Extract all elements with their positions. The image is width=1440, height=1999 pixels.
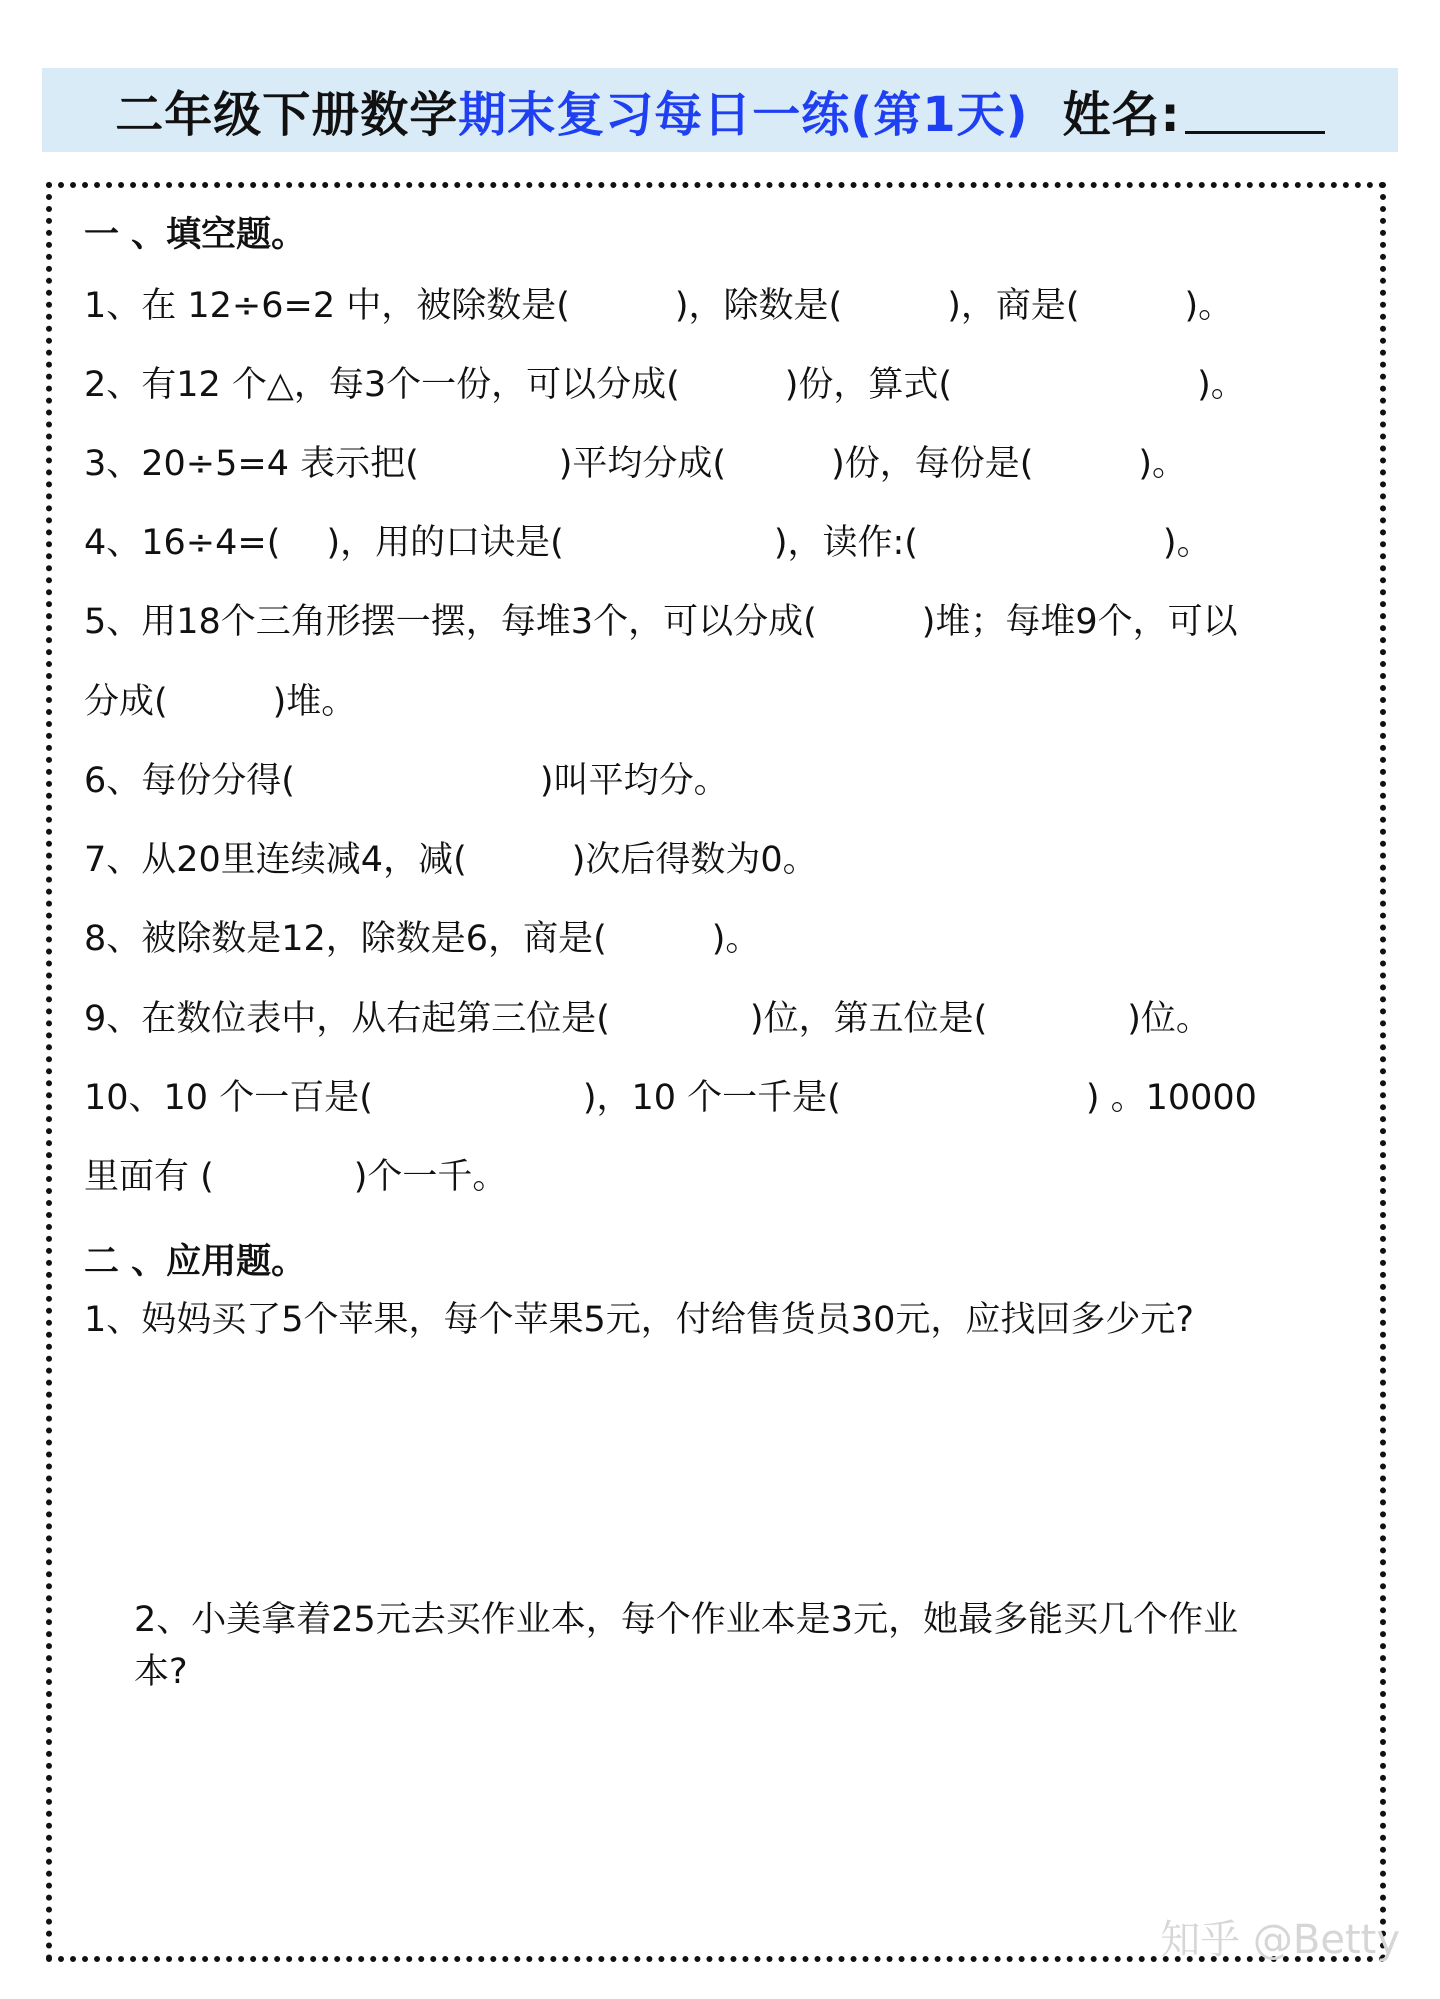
word-problem-1: 1、妈妈买了5个苹果，每个苹果5元，付给售货员30元，应找回多少元?	[84, 1300, 1194, 1340]
watermark: 知乎 @Betty	[1160, 1917, 1400, 1963]
question-5-continued: 分成( )堆。	[84, 682, 357, 722]
question-10: 10、10 个一百是( )，10 个一千是( ) 。10000	[84, 1078, 1257, 1118]
title-banner	[42, 68, 1398, 152]
question-7: 7、从20里连续减4，减( )次后得数为0。	[84, 840, 818, 880]
name-label: 姓名:	[1062, 86, 1181, 143]
question-5: 5、用18个三角形摆一摆，每堆3个，可以分成( )堆；每堆9个，可以	[84, 602, 1238, 642]
question-6: 6、每份分得( )叫平均分。	[84, 761, 729, 801]
page-title-topic: 期末复习每日一练(第1天)	[458, 86, 1029, 143]
name-blank[interactable]	[1185, 87, 1325, 134]
question-8: 8、被除数是12，除数是6，商是( )。	[84, 919, 761, 959]
question-2: 2、有12 个△，每3个一份，可以分成( )份，算式( )。	[84, 365, 1246, 405]
question-9: 9、在数位表中，从右起第三位是( )位，第五位是( )位。	[84, 999, 1211, 1039]
question-3: 3、20÷5=4 表示把( )平均分成( )份，每份是( )。	[84, 444, 1188, 484]
section-title-word-problems: 二 、应用题。	[84, 1242, 307, 1282]
page-title-grade: 二年级下册数学	[115, 86, 459, 143]
word-problem-2: 2、小美拿着25元去买作业本，每个作业本是3元，她最多能买几个作业	[134, 1600, 1239, 1640]
section-title-fill-blank: 一 、填空题。	[84, 215, 307, 255]
question-1: 1、在 12÷6=2 中，被除数是( )，除数是( )，商是( )。	[84, 286, 1234, 326]
word-problem-2-continued: 本?	[134, 1652, 188, 1692]
question-4: 4、16÷4=( )，用的口诀是( )，读作:( )。	[84, 523, 1212, 563]
question-10-continued: 里面有 ( )个一千。	[84, 1157, 508, 1197]
